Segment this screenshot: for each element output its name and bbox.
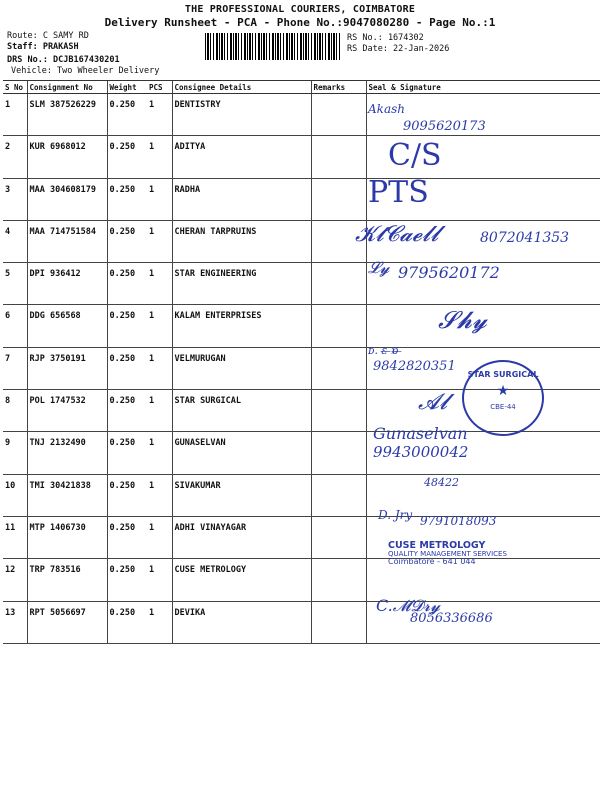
- row-consignment: MTP 1406730: [27, 516, 107, 558]
- row-sno: 8: [3, 390, 27, 432]
- table-header-row: [3, 81, 600, 94]
- row-consignment: DPI 936412: [27, 263, 107, 305]
- row-consignee: VELMURUGAN: [172, 347, 311, 389]
- row-consignee: CHERAN TARPRUINS: [172, 220, 311, 262]
- row-remarks: [311, 136, 366, 178]
- row-pcs: 1: [147, 94, 172, 136]
- row-sno: 2: [3, 136, 27, 178]
- col-header-seal: Seal & Signature: [366, 81, 600, 94]
- table-row: [3, 559, 600, 601]
- row-sno: 9: [3, 432, 27, 474]
- staff-label: Staff: PRAKASH: [7, 42, 79, 52]
- col-header-sno: S No: [3, 81, 27, 94]
- row-consignee: DENTISTRY: [172, 94, 311, 136]
- row-sno: 11: [3, 516, 27, 558]
- cuse-metrology-stamp: [388, 541, 507, 567]
- row-remarks: [311, 94, 366, 136]
- row-weight: 0.250: [107, 601, 147, 643]
- row-pcs: 1: [147, 601, 172, 643]
- row-consignment: SLM 387526229: [27, 94, 107, 136]
- signature-row13-phone: 8056336686: [410, 611, 493, 626]
- row-pcs: 1: [147, 220, 172, 262]
- row-remarks: [311, 390, 366, 432]
- table-row: [3, 263, 600, 305]
- row-pcs: 1: [147, 432, 172, 474]
- row-consignment: MAA 304608179: [27, 178, 107, 220]
- row-weight: 0.250: [107, 178, 147, 220]
- row-sno: 13: [3, 601, 27, 643]
- row-consignment: TNJ 2132490: [27, 432, 107, 474]
- row-weight: 0.250: [107, 94, 147, 136]
- route-label: Route: C SAMY RD: [7, 31, 89, 41]
- row-consignee: GUNASELVAN: [172, 432, 311, 474]
- star-surgical-stamp: [462, 360, 544, 436]
- row-pcs: 1: [147, 136, 172, 178]
- stamp-top-text: STAR SURGICAL: [467, 370, 539, 379]
- row-consignee: DEVIKA: [172, 601, 311, 643]
- col-header-remarks: Remarks: [311, 81, 366, 94]
- row-sno: 10: [3, 474, 27, 516]
- row-weight: 0.250: [107, 432, 147, 474]
- row-consignment: TRP 783516: [27, 559, 107, 601]
- signature-row9-name: Gunaselvan: [373, 424, 468, 443]
- col-header-pcs: PCS: [147, 81, 172, 94]
- row-remarks: [311, 263, 366, 305]
- signature-row4-scrawl: 𝓚𝓽𝓒𝓪𝓮𝓵𝓵: [355, 222, 439, 247]
- row-consignee: KALAM ENTERPRISES: [172, 305, 311, 347]
- signature-row10-note: 48422: [424, 476, 459, 489]
- row-pcs: 1: [147, 474, 172, 516]
- signature-row5-phone: 9795620172: [398, 263, 500, 282]
- row-pcs: 1: [147, 263, 172, 305]
- signature-row5-scrawl: 𝓛𝔂: [368, 258, 390, 277]
- row-pcs: 1: [147, 390, 172, 432]
- row-consignment: MAA 714751584: [27, 220, 107, 262]
- row-consignment: TMI 30421838: [27, 474, 107, 516]
- signature-row4-phone: 8072041353: [480, 230, 570, 246]
- row-sno: 3: [3, 178, 27, 220]
- table-row: [3, 305, 600, 347]
- signature-row13-name: C.𝓜𝓓𝓻𝔂: [376, 596, 441, 615]
- row-remarks: [311, 601, 366, 643]
- rs-number: RS No.: 1674302: [347, 33, 424, 43]
- row-weight: 0.250: [107, 305, 147, 347]
- row-sno: 5: [3, 263, 27, 305]
- col-header-weight: Weight: [107, 81, 147, 94]
- star-icon: ★: [496, 383, 510, 399]
- cuse-stamp-line1: CUSE METROLOGY: [388, 540, 486, 551]
- row-consignment: RPT 5056697: [27, 601, 107, 643]
- row-pcs: 1: [147, 178, 172, 220]
- row-remarks: [311, 516, 366, 558]
- row-remarks: [311, 178, 366, 220]
- row-pcs: 1: [147, 559, 172, 601]
- row-weight: 0.250: [107, 220, 147, 262]
- row-sno: 7: [3, 347, 27, 389]
- signature-row9-phone: 9943000042: [373, 443, 469, 461]
- row-consignment: POL 1747532: [27, 390, 107, 432]
- signature-row3-mark: PTS: [368, 175, 429, 210]
- table-row: [3, 601, 600, 643]
- row-remarks: [311, 432, 366, 474]
- rs-date: RS Date: 22-Jan-2026: [347, 44, 450, 54]
- row-pcs: 1: [147, 347, 172, 389]
- signature-row11-scrawl: D. Jry: [378, 508, 413, 522]
- table-row: [3, 474, 600, 516]
- row-pcs: 1: [147, 305, 172, 347]
- row-weight: 0.250: [107, 136, 147, 178]
- stamp-bottom-text: CBE-44: [490, 403, 516, 411]
- table-row: [3, 516, 600, 558]
- col-header-consignment: Consignment No: [27, 81, 107, 94]
- row-sno: 6: [3, 305, 27, 347]
- table-row: [3, 432, 600, 474]
- row-consignee: STAR SURGICAL: [172, 390, 311, 432]
- cuse-stamp-line3: Coimbatore - 641 044: [388, 557, 476, 567]
- row-consignment: KUR 6968012: [27, 136, 107, 178]
- row-remarks: [311, 559, 366, 601]
- signature-row1-phone: 9095620173: [403, 119, 486, 134]
- row-remarks: [311, 474, 366, 516]
- row-consignee: CUSE METROLOGY: [172, 559, 311, 601]
- row-consignment: RJP 3750191: [27, 347, 107, 389]
- row-sno: 4: [3, 220, 27, 262]
- table-row: [3, 178, 600, 220]
- row-remarks: [311, 347, 366, 389]
- signature-row2-mark: C/S: [388, 138, 442, 173]
- barcode: [205, 33, 340, 60]
- row-consignee: SIVAKUMAR: [172, 474, 311, 516]
- company-title: THE PROFESSIONAL COURIERS, COIMBATORE: [184, 4, 416, 15]
- table-row: [3, 94, 600, 136]
- row-weight: 0.250: [107, 516, 147, 558]
- row-consignee: ADHI VINAYAGAR: [172, 516, 311, 558]
- runsheet-subtitle: Delivery Runsheet - PCA - Phone No.:9047080280 - Page No.:1: [104, 16, 496, 29]
- signature-row8-scrawl: 𝓐𝓵: [418, 390, 448, 415]
- row-consignee: STAR ENGINEERING: [172, 263, 311, 305]
- row-weight: 0.250: [107, 474, 147, 516]
- row-sno: 12: [3, 559, 27, 601]
- row-consignment: DDG 656568: [27, 305, 107, 347]
- signature-row7-scrawl: ᴅ. ɛ̶ ̶ɒ̶ ̶: [368, 344, 402, 357]
- cuse-stamp-line2: QUALITY MANAGEMENT SERVICES: [388, 549, 507, 558]
- col-header-consignee: Consignee Details: [172, 81, 311, 94]
- row-consignee: ADITYA: [172, 136, 311, 178]
- signature-row1-name: Akash: [368, 102, 405, 116]
- row-weight: 0.250: [107, 263, 147, 305]
- signature-row7-phone: 9842820351: [373, 359, 456, 374]
- row-sno: 1: [3, 94, 27, 136]
- row-weight: 0.250: [107, 559, 147, 601]
- row-weight: 0.250: [107, 347, 147, 389]
- signature-row6-scrawl: 𝓢𝓱𝔂: [438, 306, 488, 334]
- row-pcs: 1: [147, 516, 172, 558]
- signature-row11-phone: 9791018093: [420, 514, 497, 528]
- drs-number: DRS No.: DCJB167430201: [7, 55, 120, 65]
- row-remarks: [311, 305, 366, 347]
- row-consignee: RADHA: [172, 178, 311, 220]
- table-row: [3, 136, 600, 178]
- row-weight: 0.250: [107, 390, 147, 432]
- vehicle-label: Vehicle: Two Wheeler Delivery: [11, 66, 160, 76]
